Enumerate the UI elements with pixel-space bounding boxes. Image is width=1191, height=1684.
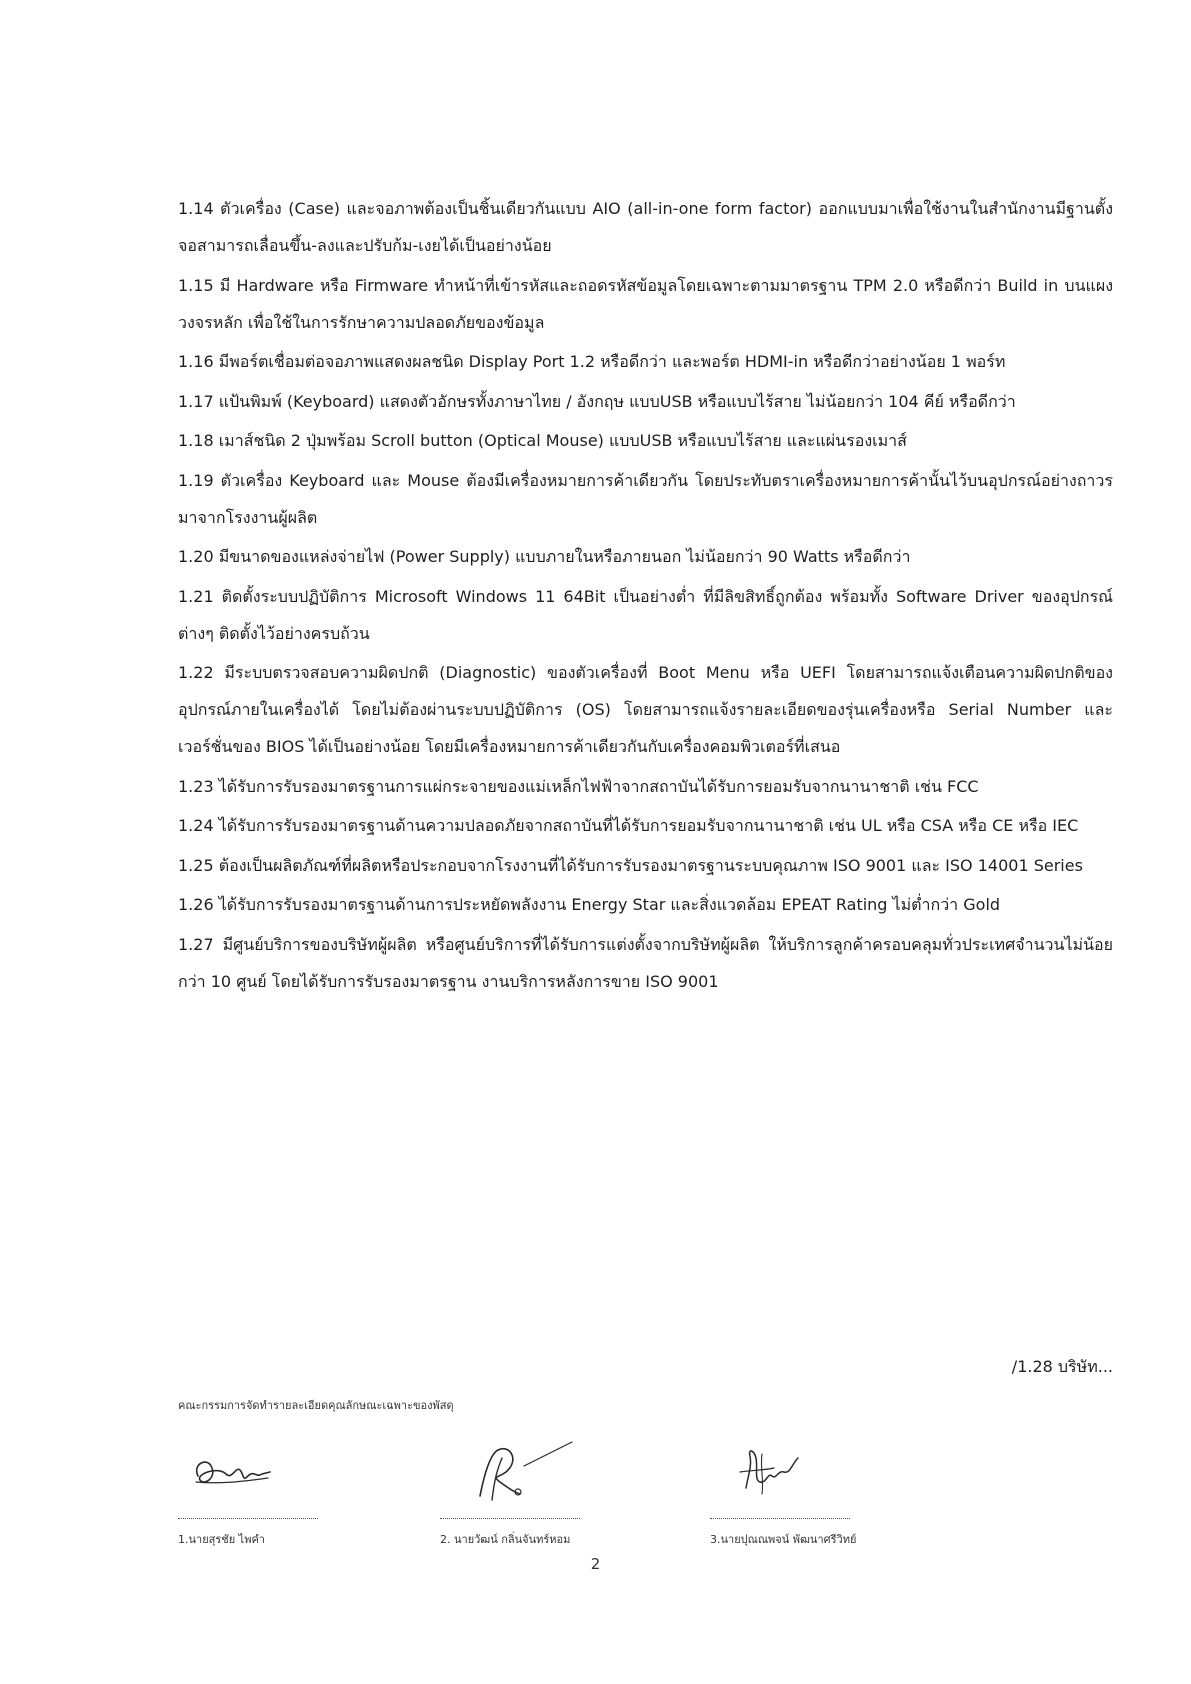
spec-item-1-21: 1.21 ติดตั้งระบบปฏิบัติการ Microsoft Windows 11 64Bit เป็นอย่างต่ำ ที่มีลิขสิทธิ์ถูกต้อง พร้อมทั้ง Software Driver ของอุปกรณ์ต่างๆ ติดตั้งไว้อย่างครบถ้วน — [178, 586, 1113, 643]
signer-2 — [440, 1436, 640, 1556]
spec-item-1-22: 1.22 มีระบบตรวจสอบความผิดปกติ (Diagnostic) ของตัวเครื่องที่ Boot Menu หรือ UEFI โดยสามารถแจ้งเตือนความผิดปกติของอุปกรณ์ภายในเครื่องได้ โดยไม่ต้องผ่านระบบปฏิบัติการ (OS) โดยสามารถแจ้งรายละเอียดของรุ่นเครื่องหรือ Serial Number และเวอร์ชั่นของ BIOS ได้เป็นอย่างน้อย โดยมีเครื่องหมายการค้าเดียวกันกับเครื่องคอมพิวเตอร์ที่เสนอ — [178, 663, 1113, 756]
specification-list — [178, 190, 1113, 1002]
signature-2-icon — [440, 1436, 600, 1516]
signer-3 — [710, 1436, 910, 1556]
spec-item-1-25: 1.25 ต้องเป็นผลิตภัณฑ์ที่ผลิตหรือประกอบจากโรงงานที่ได้รับการรับรองมาตรฐานระบบคุณภาพ ISO 9001 และ ISO 14001 Series — [178, 855, 1083, 875]
spec-item-1-17: 1.17 แป้นพิมพ์ (Keyboard) แสดงตัวอักษรทั้งภาษาไทย / อังกฤษ แบบUSB หรือแบบไร้สาย ไม่น้อยกว่า 104 คีย์ หรือดีกว่า — [178, 391, 1016, 411]
signature-1-icon — [178, 1436, 318, 1516]
signature-line-3 — [710, 1518, 850, 1519]
signature-line-2 — [440, 1518, 580, 1519]
spec-item-1-15: 1.15 มี Hardware หรือ Firmware ทำหน้าที่เข้ารหัสและถอดรหัสข้อมูลโดยเฉพาะตามมาตรฐาน TPM 2.0 หรือดีกว่า Build in บนแผงวงจรหลัก เพื่อใช้ในการรักษาความปลอดภัยของข้อมูล — [178, 275, 1113, 332]
spec-item-1-27: 1.27 มีศูนย์บริการของบริษัทผู้ผลิต หรือศูนย์บริการที่ได้รับการแต่งตั้งจากบริษัทผู้ผลิต ให้บริการลูกค้าครอบคลุมทั่วประเทศจำนวนไม่น้อยกว่า 10 ศูนย์ โดยได้รับการรับรองมาตรฐาน งานบริการหลังการขาย ISO 9001 — [178, 934, 1113, 991]
spec-item-1-18: 1.18 เมาส์ชนิด 2 ปุ่มพร้อม Scroll button (Optical Mouse) แบบUSB หรือแบบไร้สาย และแผ่นรองเมาส์ — [178, 431, 907, 450]
spec-item-1-20: 1.20 มีขนาดของแหล่งจ่ายไฟ (Power Supply) แบบภายในหรือภายนอก ไม่น้อยกว่า 90 Watts หรือดีกว่า — [178, 547, 911, 566]
spec-item-1-23: 1.23 ได้รับการรับรองมาตรฐานการแผ่กระจายของแม่เหล็กไฟฟ้าจากสถาบันได้รับการยอมรับจากนานาชาติ เช่น FCC — [178, 776, 979, 796]
signature-line-1 — [178, 1518, 318, 1519]
spec-item-1-14: 1.14 ตัวเครื่อง (Case) และจอภาพต้องเป็นชิ้นเดียวกันแบบ AIO (all-in-one form factor) ออกแบบมาเพื่อใช้งานในสำนักงานมีฐานตั้งจอสามารถเลื่อนขึ้น-ลงและปรับก้ม-เงยได้เป็นอย่างน้อย — [178, 199, 1113, 255]
committee-title: คณะกรรมการจัดทำรายละเอียดคุณลักษณะเฉพาะของพัสดุ — [178, 1399, 454, 1412]
page-number: 2 — [590, 1555, 601, 1573]
spec-item-1-26: 1.26 ได้รับการรับรองมาตรฐานด้านการประหยัดพลังงาน Energy Star และสิ่งแวดล้อม EPEAT Rating ไม่ต่ำกว่า Gold — [178, 895, 1001, 914]
spec-item-1-16: 1.16 มีพอร์ตเชื่อมต่อจอภาพแสดงผลชนิด Display Port 1.2 หรือดีกว่า และพอร์ต HDMI-in หรือดีกว่าอย่างน้อย 1 พอร์ท — [178, 352, 1006, 371]
signer-1-name: 1.นายสุรชัย ไพคำ — [178, 1533, 265, 1546]
signer-2-name: 2. นายวัฒน์ กลิ่นจันทร์หอม — [440, 1533, 571, 1546]
spec-item-1-24: 1.24 ได้รับการรับรองมาตรฐานด้านความปลอดภัยจากสถาบันที่ได้รับการยอมรับจากนานาชาติ เช่น UL หรือ CSA หรือ CE หรือ IEC — [178, 816, 1079, 835]
signer-1 — [178, 1436, 378, 1556]
spec-item-1-19: 1.19 ตัวเครื่อง Keyboard และ Mouse ต้องมีเครื่องหมายการค้าเดียวกัน โดยประทับตราเครื่องหมายการค้านั้นไว้บนอุปกรณ์อย่างถาวรมาจากโรงงานผู้ผลิต — [178, 470, 1113, 527]
signer-3-name: 3.นายปุณณพจน์ พัฒนาศรีวิทย์ — [710, 1533, 857, 1546]
continuation-marker: /1.28 บริษัท... — [1011, 1357, 1113, 1376]
signature-3-icon — [710, 1436, 870, 1516]
